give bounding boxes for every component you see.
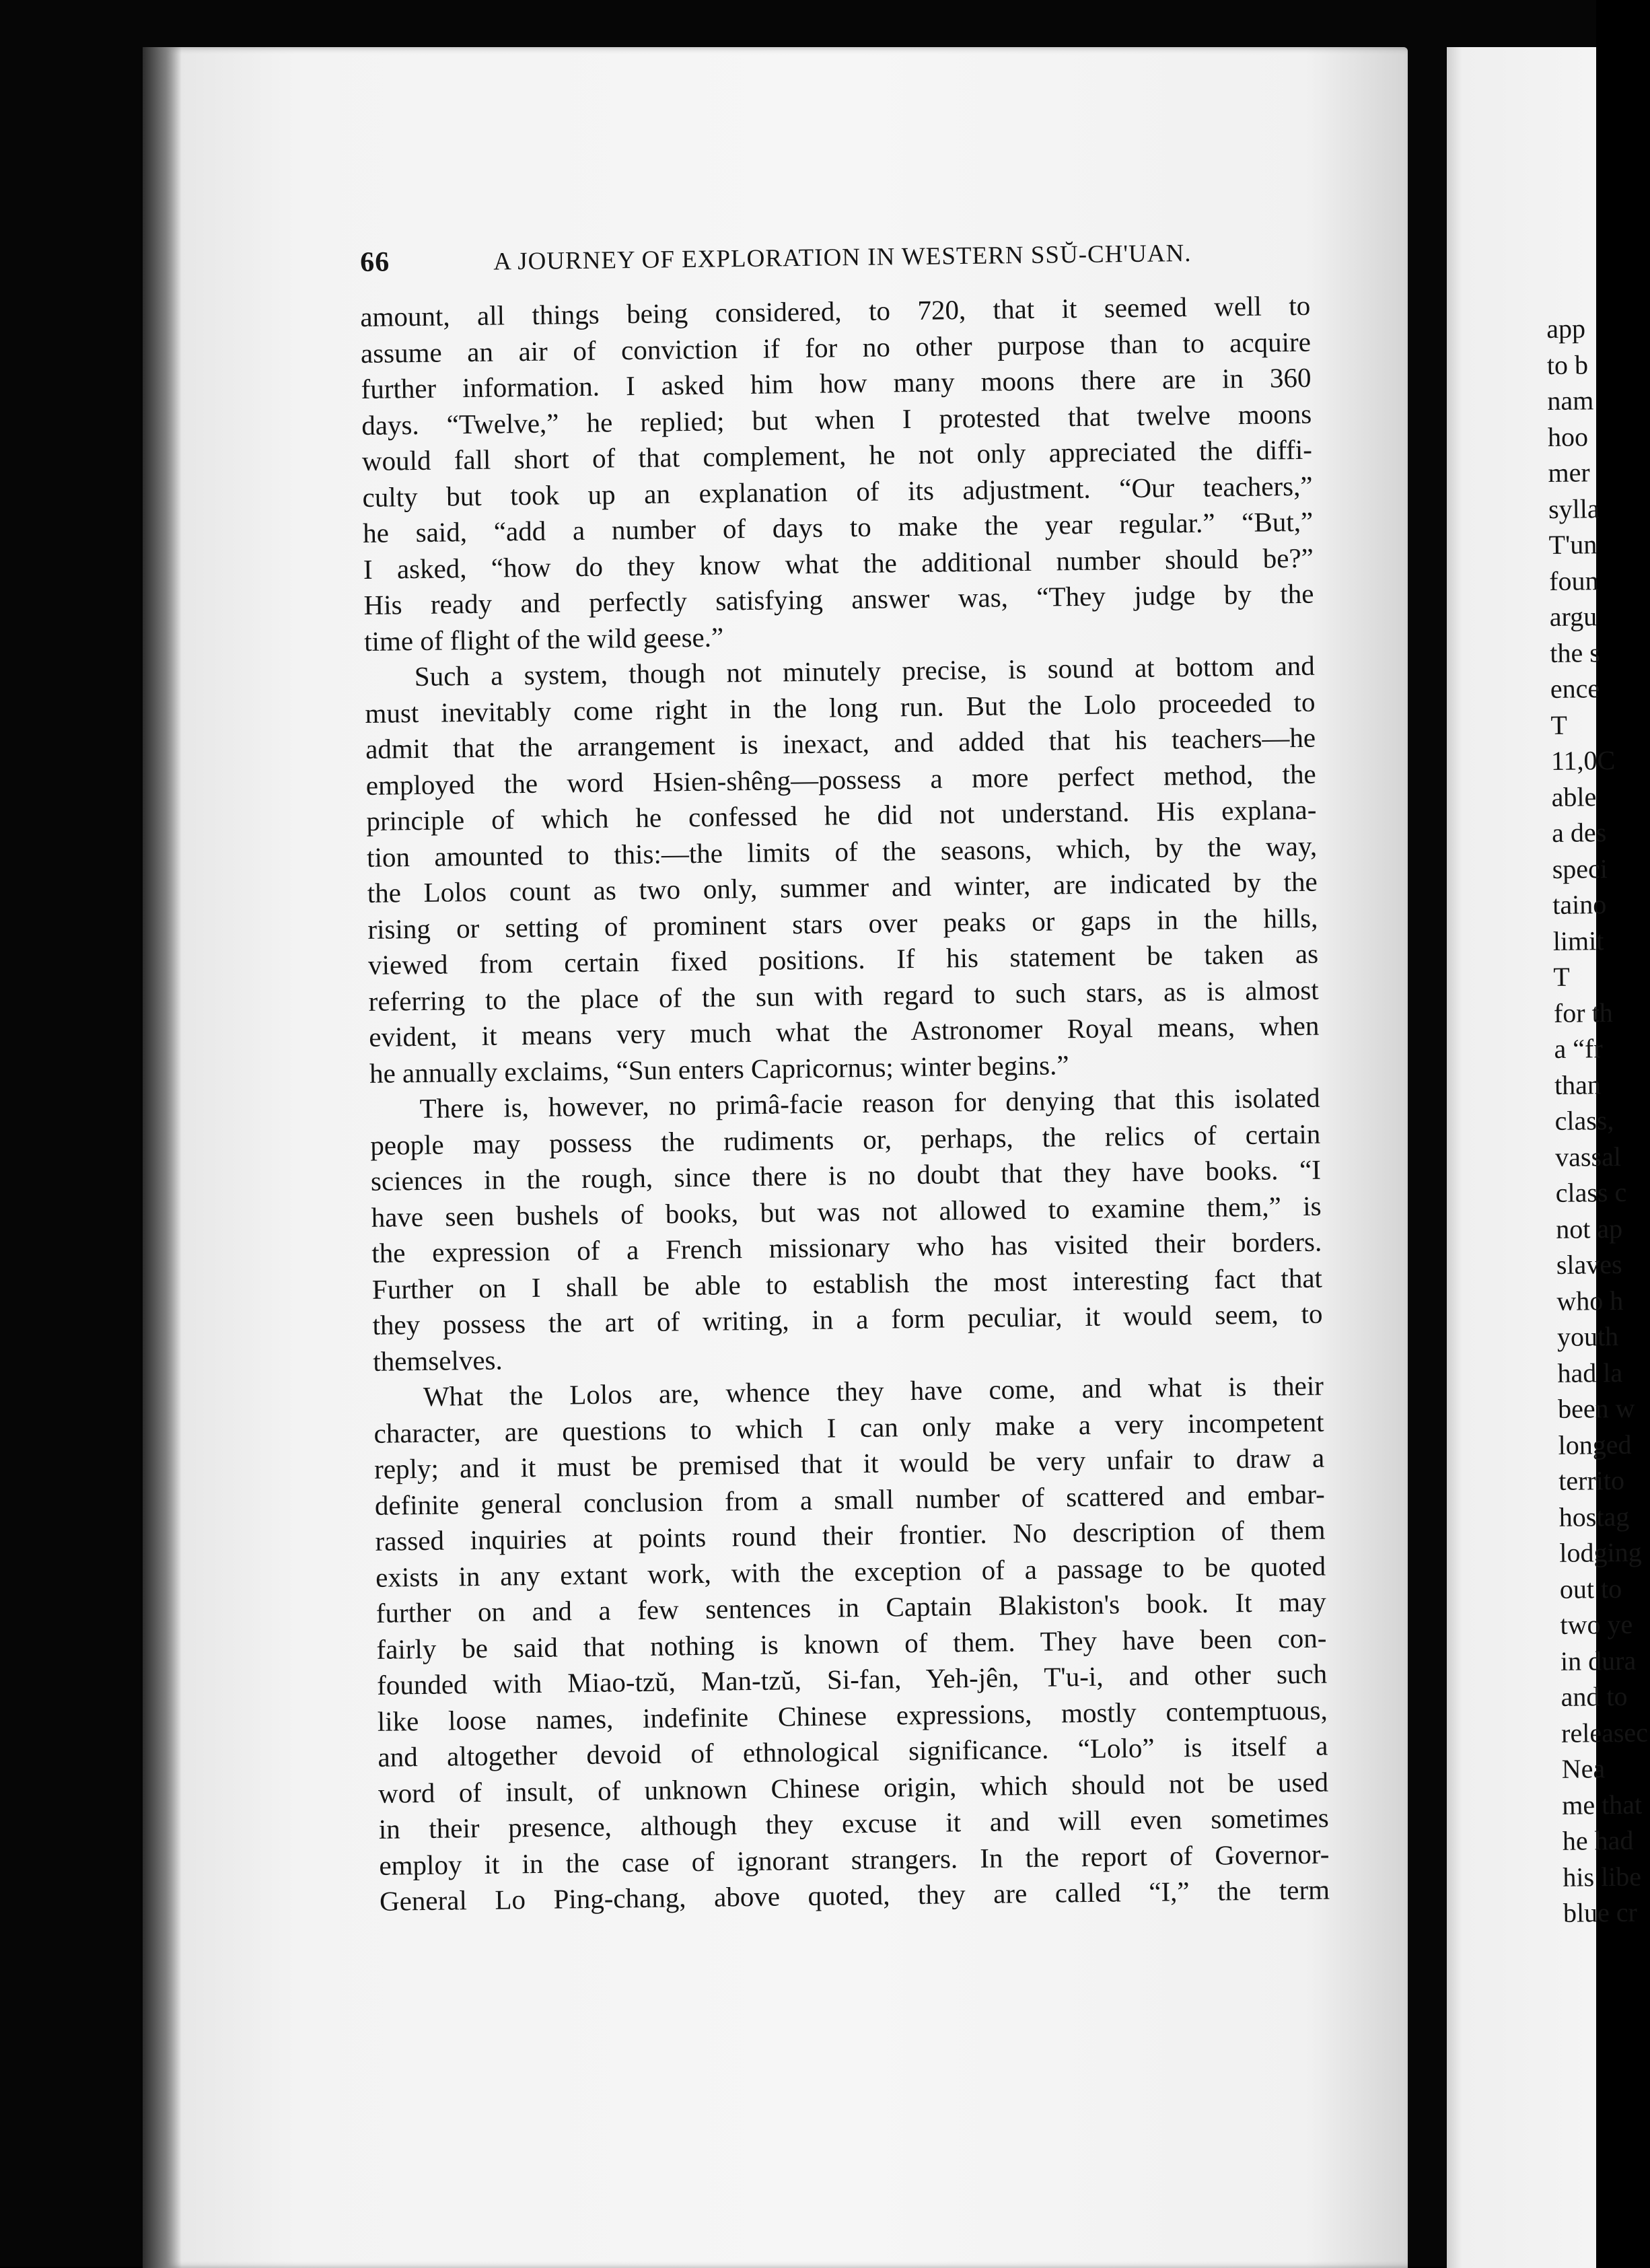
facing-page-line: a “fr <box>1554 1033 1603 1064</box>
text-line: viewed from certain fixed positions. If his statement be taken as <box>367 937 1319 981</box>
facing-page-line: class c <box>1555 1176 1627 1208</box>
facing-page-line: not ap <box>1556 1213 1623 1244</box>
text-line: His ready and perfectly satisfying answer was, “They judge by the <box>363 577 1314 621</box>
running-title: A JOURNEY OF EXPLORATION IN WESTERN SSŬ-CH'UAN. <box>493 239 1192 276</box>
facing-page-line: speci <box>1552 853 1608 884</box>
text-line: evident, it means very much what the Astronomer Royal means, when <box>369 1009 1320 1053</box>
text-line: he said, “add a number of days to make the year regular.” “But,” <box>362 505 1314 548</box>
facing-page-line: lodging <box>1559 1536 1642 1568</box>
text-line: would fall short of that complement, he not only appreciated the diffi- <box>361 433 1313 476</box>
facing-page-line: to b <box>1546 349 1589 380</box>
text-line: employed the word Hsien-shêng—possess a more perfect method, the <box>365 758 1316 801</box>
text-line: must inevitably come right in the long run. But the Lolo proceeded to <box>365 686 1316 729</box>
facing-page-line: able <box>1551 781 1597 812</box>
text-line: rassed inquiries at points round their frontier. No description of them <box>375 1514 1326 1557</box>
facing-page-line: taino <box>1552 889 1607 920</box>
facing-page-line: ence <box>1550 673 1600 704</box>
text-line: What the Lolos are, whence they have come, and what is their <box>423 1370 1324 1412</box>
text-line: have seen bushels of books, but was not allowed to examine them,” is <box>371 1190 1322 1233</box>
facing-page-line: slaves <box>1556 1248 1622 1280</box>
facing-page-line: nam <box>1547 385 1594 416</box>
facing-page-line: the s <box>1550 637 1600 668</box>
facing-page-line: hoo <box>1547 421 1589 452</box>
text-line: further information. I asked him how many moons there are in 360 <box>361 361 1312 404</box>
facing-page-line: two ye <box>1560 1608 1633 1640</box>
facing-page-line: who h <box>1556 1285 1624 1316</box>
facing-page-line: had la <box>1557 1357 1623 1388</box>
facing-page-line: longed <box>1558 1429 1632 1460</box>
text-line: culty but took up an explanation of its adjustment. “Our teachers,” <box>362 470 1313 513</box>
text-line: like loose names, indefinite Chinese expressions, mostly contemptuous, <box>377 1694 1328 1737</box>
facing-page-line: in dura <box>1560 1645 1637 1676</box>
facing-page-line: app <box>1546 313 1586 344</box>
text-line: and altogether devoid of ethnological significance. “Lolo” is itself a <box>378 1730 1328 1773</box>
facing-page-line: Nea <box>1561 1753 1606 1784</box>
text-line: he annually exclaims, “Sun enters Capricornus; winter begins.” <box>369 1049 1069 1089</box>
text-line: exists in any extant work, with the exception of a passage to be quoted <box>375 1550 1326 1593</box>
facing-page-line: T <box>1550 709 1568 740</box>
facing-page-line: limit <box>1552 925 1604 956</box>
facing-page-line: sylla <box>1548 493 1600 524</box>
facing-page-line: T <box>1553 961 1571 992</box>
text-line: word of insult, of unknown Chinese origin, which should not be used <box>378 1766 1329 1809</box>
text-line: principle of which he confessed he did not understand. His explana- <box>366 793 1317 837</box>
text-line: themselves. <box>372 1344 503 1377</box>
facing-page-line: vassal <box>1554 1141 1622 1172</box>
facing-page-line: for th <box>1553 997 1613 1028</box>
text-line: Further on I shall be able to establish the most interesting fact that <box>371 1262 1323 1305</box>
text-line: character, are questions to which I can only make a very incompetent <box>373 1406 1324 1449</box>
text-line: sciences in the rough, since there is no doubt that they have books. “I <box>370 1154 1322 1197</box>
facing-page-line: a des <box>1551 817 1607 848</box>
text-line: founded with Miao-tzŭ, Man-tzŭ, Si-fan, Yeh-jên, T'u-i, and other such <box>376 1658 1328 1701</box>
text-line: referring to the place of the sun with regard to such stars, as is almost <box>368 974 1319 1017</box>
text-line: tion amounted to this:—the limits of the seasons, which, by the way, <box>366 830 1318 873</box>
text-line: There is, however, no primâ-facie reason for denying that this isolated <box>419 1082 1320 1125</box>
text-line: amount, all things being considered, to 720, that it seemed well to <box>360 289 1311 332</box>
text-line: they possess the art of writing, in a form peculiar, it would seem, to <box>372 1298 1323 1341</box>
text-line: fairly be said that nothing is known of them. They have been con- <box>376 1622 1327 1665</box>
facing-page-line: releasec <box>1561 1717 1649 1748</box>
text-line: I asked, “how do they know what the additional number should be?” <box>363 542 1314 585</box>
facing-page-text <box>1546 310 1649 1932</box>
facing-page-line: and to <box>1561 1680 1628 1712</box>
text-line: Such a system, though not minutely precise, is sound at bottom and <box>414 649 1316 693</box>
text-line: reply; and it must be premised that it would be very unfair to draw a <box>373 1442 1325 1485</box>
facing-page-line: hostag <box>1558 1501 1630 1532</box>
text-line: General Lo Ping-chang, above quoted, they are called “I,” the term <box>379 1874 1330 1917</box>
text-line: employ it in the case of ignorant strangers. In the report of Governor- <box>379 1838 1330 1881</box>
facing-page-line: his libe <box>1563 1861 1642 1892</box>
text-line: the expression of a French missionary who has visited their borders. <box>371 1226 1322 1269</box>
facing-page-line: class, <box>1554 1105 1614 1136</box>
text-line: definite general conclusion from a small number of scattered and embar- <box>374 1478 1326 1521</box>
facing-page-line: youth <box>1556 1320 1619 1352</box>
facing-page-line: foun <box>1548 565 1599 596</box>
facing-page-line: argu <box>1549 601 1598 632</box>
facing-page-line: me that <box>1562 1789 1643 1820</box>
text-line: further on and a few sentences in Captain Blakiston's book. It may <box>375 1586 1327 1629</box>
text-line: assume an air of conviction if for no other purpose than to acquire <box>360 326 1312 369</box>
facing-page-line: territo <box>1558 1464 1625 1496</box>
page-number: 66 <box>359 246 390 278</box>
facing-page-line: mer <box>1548 457 1590 488</box>
facing-page-line: out to <box>1559 1573 1622 1604</box>
text-line: in their presence, although they excuse it and will even sometimes <box>378 1802 1329 1845</box>
text-line: admit that the arrangement is inexact, and added that his teachers—he <box>365 721 1316 765</box>
facing-page-line: been w <box>1557 1392 1635 1424</box>
text-line: the Lolos count as two only, summer and winter, are indicated by the <box>367 865 1318 909</box>
facing-page-line: 11,0C <box>1550 744 1616 776</box>
facing-page-line: T'un <box>1548 529 1598 560</box>
facing-page-line: blue cr <box>1563 1897 1638 1928</box>
text-line: people may possess the rudiments or, perhaps, the relics of certain <box>370 1118 1321 1161</box>
body-text <box>360 288 1330 1920</box>
facing-page-line: than <box>1554 1069 1602 1100</box>
text-line: rising or setting of prominent stars over peaks or gaps in the hills, <box>367 902 1318 945</box>
text-line: days. “Twelve,” he replied; but when I protested that twelve moons <box>361 398 1312 441</box>
text-line: time of flight of the wild geese.” <box>363 621 724 657</box>
facing-page-line: he had <box>1562 1824 1634 1856</box>
